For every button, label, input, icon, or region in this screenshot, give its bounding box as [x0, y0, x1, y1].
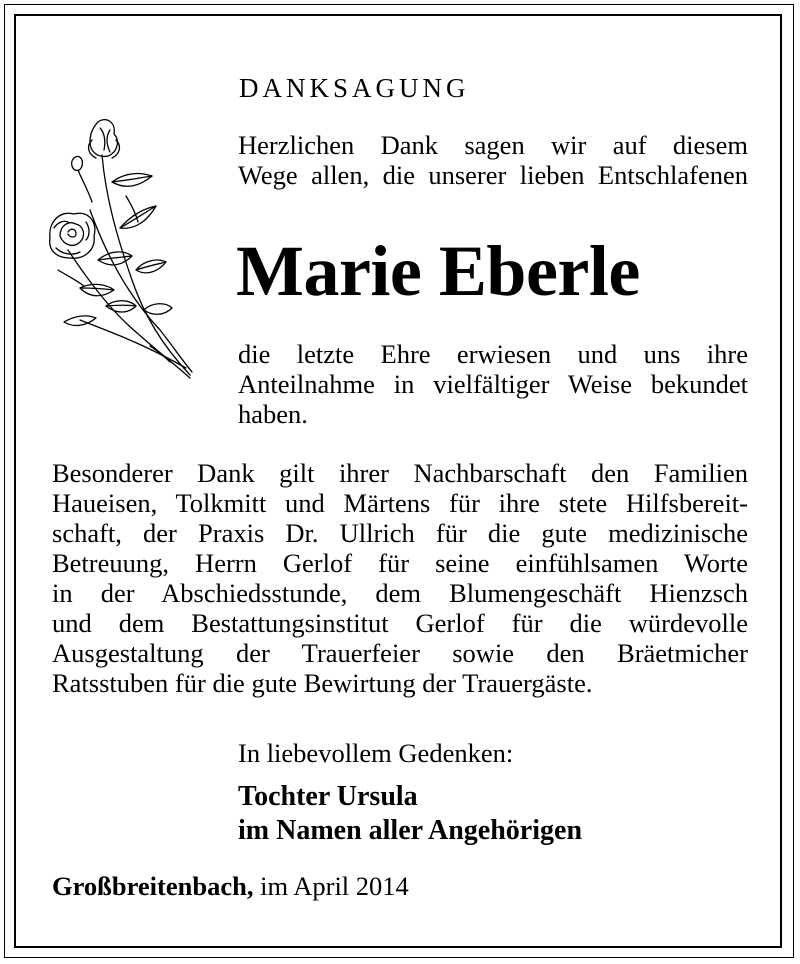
after-paragraph [238, 339, 748, 429]
intro-paragraph [238, 130, 748, 190]
intro-line: Herzlichen Dank sagen wir auf diesem [238, 130, 748, 160]
thanks-line: Haueisen, Tolkmitt und Märtens für ihre stete Hilfsbereit- [52, 488, 748, 518]
date-text: im April 2014 [253, 871, 409, 901]
thanks-line: Ausgestaltung der Trauerfeier sowie den Bräetmicher [52, 638, 748, 668]
thanks-line: schaft, der Praxis Dr. Ullrich für die gute medizinische [52, 518, 748, 548]
after-line: Anteilnahme in vielfältiger Weise bekundet [238, 369, 748, 399]
rose-illustration-icon [40, 110, 200, 390]
after-line: haben. [238, 399, 308, 429]
place-name: Großbreitenbach, [52, 871, 254, 901]
thanks-line: Besonderer Dank gilt ihrer Nachbarschaft den Familien [52, 458, 748, 488]
thanks-line: Ratsstuben für die gute Bewirtung der Trauergäste. [52, 668, 593, 698]
place-date-line [52, 871, 409, 901]
signer-relation: im Namen aller Angehörigen [238, 815, 583, 846]
after-line: die letzte Ehre erwiesen und uns ihre [238, 339, 748, 369]
thanks-line: Betreuung, Herrn Gerlof für seine einfühlsamen Worte [52, 548, 748, 578]
deceased-name: Marie Eberle [236, 231, 640, 311]
memory-line: In liebevollem Gedenken: [238, 738, 514, 768]
intro-line: Wege allen, die unserer lieben Entschlafenen [238, 160, 748, 190]
signer-name: Tochter Ursula [238, 781, 418, 812]
thanks-paragraph [52, 458, 748, 698]
notice-heading: DANKSAGUNG [239, 73, 470, 103]
thanks-line: und dem Bestattungsinstitut Gerlof für die würdevolle [52, 608, 748, 638]
signer-block [238, 780, 582, 848]
thanks-line: in der Abschiedsstunde, dem Blumengeschäft Hienzsch [52, 578, 748, 608]
